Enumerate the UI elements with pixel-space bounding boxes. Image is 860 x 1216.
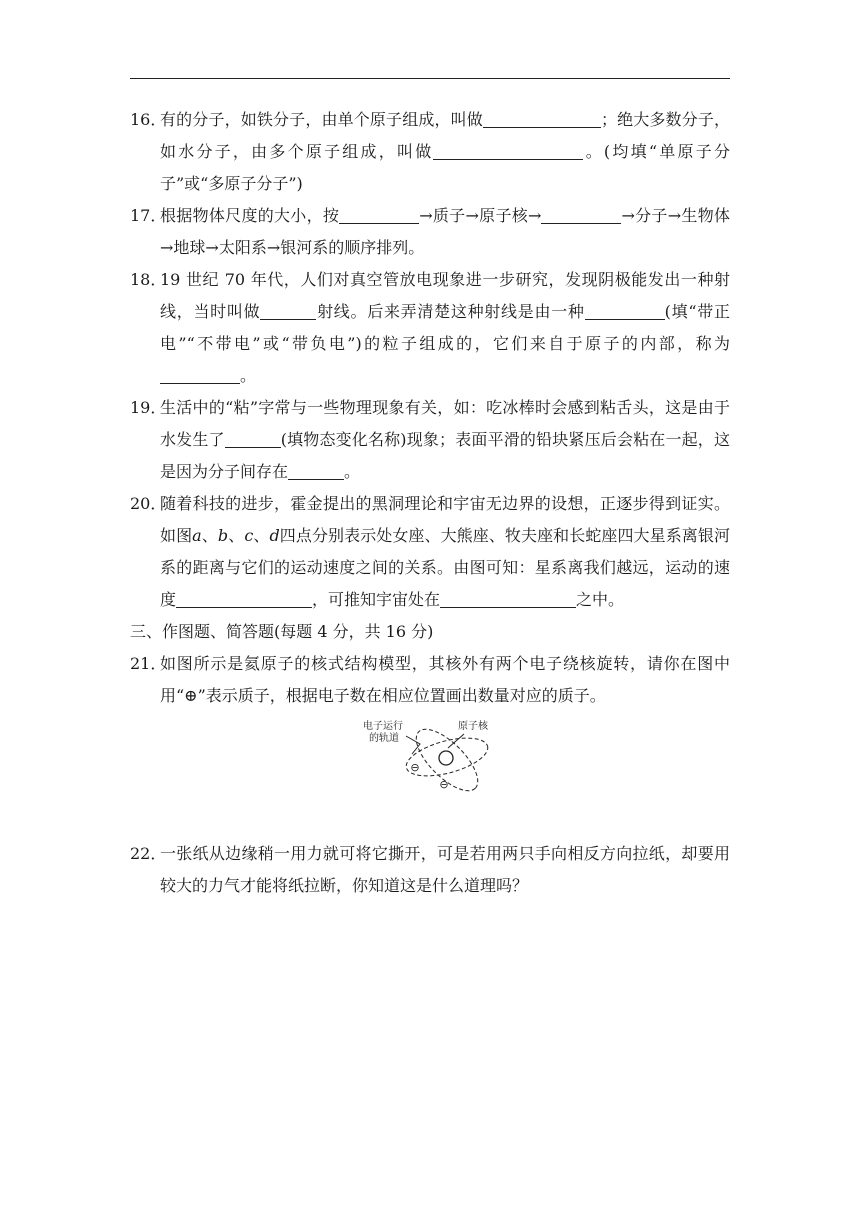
answer-blank[interactable] xyxy=(483,109,601,128)
question-text: 一张纸从边缘稍一用力就可将它撕开，可是若用两只手向相反方向拉纸，却要用较大的力气才能将纸拉断，你知道这是什么道理吗？ xyxy=(160,844,730,895)
question-text xyxy=(130,104,730,200)
text-segment: →质子→原子核→ xyxy=(419,206,542,225)
electron-2: ⊖ xyxy=(439,778,449,791)
electron-1: ⊖ xyxy=(410,761,420,774)
separator: 、 xyxy=(228,526,245,545)
document-body xyxy=(130,104,730,902)
question-19 xyxy=(130,392,730,488)
question-number: 17． xyxy=(130,206,167,225)
question-20 xyxy=(130,488,730,616)
separator: 、 xyxy=(201,526,218,545)
text-segment: 生活中的“粘”字常与一些物理现象有关，如：吃冰棒时会感到粘舌头，这是由于水发生了 xyxy=(160,398,730,449)
helium-atom-diagram xyxy=(360,714,500,810)
question-number: 22． xyxy=(130,844,167,863)
answer-blank[interactable] xyxy=(176,589,312,608)
question-number: 16． xyxy=(130,110,167,129)
answer-blank[interactable] xyxy=(585,301,665,320)
question-text xyxy=(130,392,730,488)
text-segment: ；绝大多数分子，如水分子，由多个原子组成，叫做 xyxy=(160,110,730,161)
question-16 xyxy=(130,104,730,200)
answer-blank[interactable] xyxy=(433,141,583,160)
text-segment: 四点分别表示处女座、大熊座、牧夫座和长蛇座四大星系离银河系的距离与它们的运动速度之间的关系。由图可知：星系离我们越远，运动的速度 xyxy=(160,526,730,609)
question-text xyxy=(130,488,730,616)
text-segment: 之中。 xyxy=(576,590,625,609)
text-segment: 。 xyxy=(344,462,361,481)
question-text: 如图所示是氦原子的核式结构模型，其核外有两个电子绕核旋转，请你在图中用“⊕”表示质子，根据电子数在相应位置画出数量对应的质子。 xyxy=(160,654,730,705)
question-number: 21． xyxy=(130,654,167,673)
question-17 xyxy=(130,200,730,264)
answer-blank[interactable] xyxy=(160,365,240,384)
text-segment: 射线。后来弄清楚这种射线是由一种 xyxy=(316,302,585,321)
nucleus-label: 原子核 xyxy=(458,721,488,732)
text-segment: →分子→生物体→地球→太阳系→银河系的顺序排列。 xyxy=(160,206,730,257)
answer-blank[interactable] xyxy=(440,589,576,608)
answer-blank[interactable] xyxy=(541,205,621,224)
orbit-label-line2: 的轨道 xyxy=(369,733,399,744)
variable-c: c xyxy=(244,526,254,545)
orbit-pointer-line xyxy=(406,736,420,754)
text-segment: 19 世纪 70 年代，人们对真空管放电现象进一步研究，发现阴极能发出一种射线，当时叫做 xyxy=(160,270,730,321)
question-21 xyxy=(130,648,730,712)
text-segment: 根据物体尺度的大小，按 xyxy=(160,206,340,225)
text-segment: (填物态变化名称)现象；表面平滑的铅块紧压后会粘在一起，这是因为分子间存在 xyxy=(160,430,730,481)
helium-atom-figure xyxy=(130,714,730,814)
answer-blank[interactable] xyxy=(225,429,281,448)
text-segment: 。 xyxy=(240,366,257,385)
separator: 、 xyxy=(253,526,270,545)
variable-d: d xyxy=(269,526,280,545)
answer-blank[interactable] xyxy=(339,205,419,224)
question-18 xyxy=(130,264,730,392)
orbit-label-line1: 电子运行 xyxy=(363,721,403,732)
question-22 xyxy=(130,838,730,902)
nucleus-pointer-line xyxy=(448,734,464,748)
question-text xyxy=(130,200,730,264)
question-number: 19． xyxy=(130,398,167,417)
question-text xyxy=(130,264,730,392)
text-segment: (填“带正电”“不带电”或“带负电”)的粒子组成的，它们来自于原子的内部，称为 xyxy=(160,302,730,353)
variable-b: b xyxy=(217,526,229,545)
question-number: 20． xyxy=(130,494,167,513)
header-rule xyxy=(130,78,730,79)
answer-blank[interactable] xyxy=(288,461,344,480)
answer-blank[interactable] xyxy=(260,301,316,320)
question-number: 18． xyxy=(130,270,167,289)
nucleus xyxy=(439,751,453,765)
text-segment: ，可推知宇宙处在 xyxy=(312,590,441,609)
text-segment: 有的分子，如铁分子，由单个原子组成，叫做 xyxy=(160,110,483,129)
variable-a: a xyxy=(192,526,202,545)
text-segment: 随着科技的进步，霍金提出的黑洞理论和宇宙无边界的设想，正逐步得到证实。如图 xyxy=(160,494,730,545)
section-heading: 三、作图题、简答题(每题 4 分，共 16 分) xyxy=(130,622,434,641)
text-segment: 。(均填“单原子分子”或“多原子分子”) xyxy=(160,142,730,193)
